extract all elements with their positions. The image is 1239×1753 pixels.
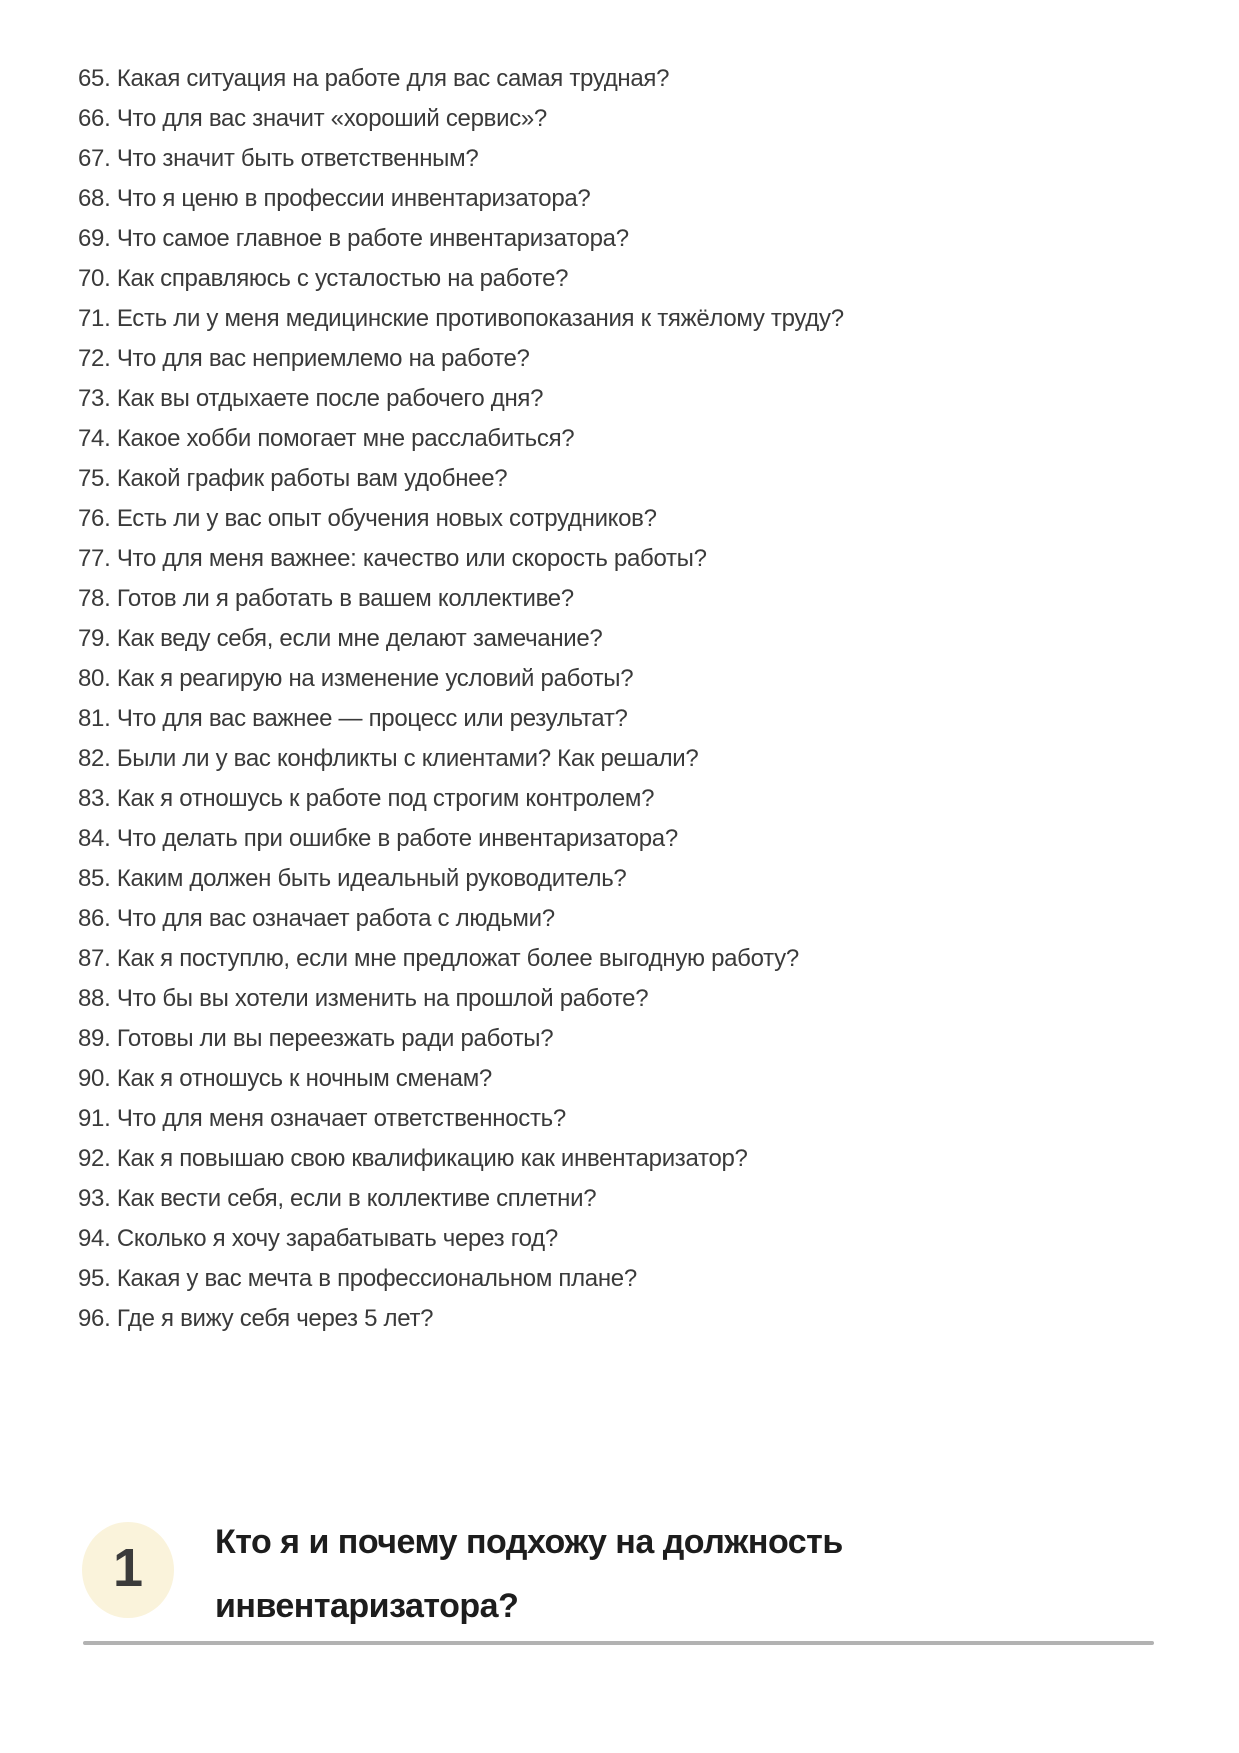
list-item: 67. Что значит быть ответственным?: [78, 145, 479, 172]
section-badge: [82, 1522, 174, 1618]
list-item: 96. Где я вижу себя через 5 лет?: [78, 1305, 434, 1332]
list-item: 95. Какая у вас мечта в профессиональном плане?: [78, 1265, 637, 1292]
list-item: 78. Готов ли я работать в вашем коллективе?: [78, 585, 574, 612]
list-item: 72. Что для вас неприемлемо на работе?: [78, 345, 530, 372]
list-item: 71. Есть ли у меня медицинские противопоказания к тяжёлому труду?: [78, 305, 844, 332]
list-item: 69. Что самое главное в работе инвентаризатора?: [78, 225, 629, 252]
list-item: 93. Как вести себя, если в коллективе сплетни?: [78, 1185, 597, 1212]
list-item: 66. Что для вас значит «хороший сервис»?: [78, 105, 547, 132]
section-badge-number: 1: [112, 1538, 144, 1598]
list-item: 89. Готовы ли вы переезжать ради работы?: [78, 1025, 554, 1052]
list-item: 92. Как я повышаю свою квалификацию как инвентаризатор?: [78, 1145, 748, 1172]
list-item: 68. Что я ценю в профессии инвентаризатора?: [78, 185, 591, 212]
list-item: 83. Как я отношусь к работе под строгим контролем?: [78, 785, 655, 812]
question-list: [78, 59, 1178, 1339]
section-divider: [83, 1641, 1154, 1645]
list-item: 86. Что для вас означает работа с людьми?: [78, 905, 555, 932]
list-item: 84. Что делать при ошибке в работе инвентаризатора?: [78, 825, 678, 852]
list-item: 79. Как веду себя, если мне делают замечание?: [78, 625, 603, 652]
list-item: 73. Как вы отдыхаете после рабочего дня?: [78, 385, 544, 412]
list-item: 94. Сколько я хочу зарабатывать через год?: [78, 1225, 558, 1252]
list-item: 88. Что бы вы хотели изменить на прошлой работе?: [78, 985, 649, 1012]
list-item: 80. Как я реагирую на изменение условий работы?: [78, 665, 634, 692]
list-item: 81. Что для вас важнее — процесс или результат?: [78, 705, 628, 732]
list-item: 77. Что для меня важнее: качество или скорость работы?: [78, 545, 707, 572]
list-item: 82. Были ли у вас конфликты с клиентами? Как решали?: [78, 745, 699, 772]
list-item: 74. Какое хобби помогает мне расслабиться?: [78, 425, 575, 452]
list-item: 85. Каким должен быть идеальный руководитель?: [78, 865, 627, 892]
list-item: 65. Какая ситуация на работе для вас самая трудная?: [78, 65, 670, 92]
list-item: 90. Как я отношусь к ночным сменам?: [78, 1065, 492, 1092]
list-item: 87. Как я поступлю, если мне предложат более выгодную работу?: [78, 945, 799, 972]
list-item: 75. Какой график работы вам удобнее?: [78, 465, 508, 492]
list-item: 91. Что для меня означает ответственность?: [78, 1105, 566, 1132]
list-item: 76. Есть ли у вас опыт обучения новых сотрудников?: [78, 505, 657, 532]
section-title: Кто я и почему подхожу на должность инвентаризатора?: [215, 1523, 843, 1625]
list-item: 70. Как справляюсь с усталостью на работе?: [78, 265, 569, 292]
